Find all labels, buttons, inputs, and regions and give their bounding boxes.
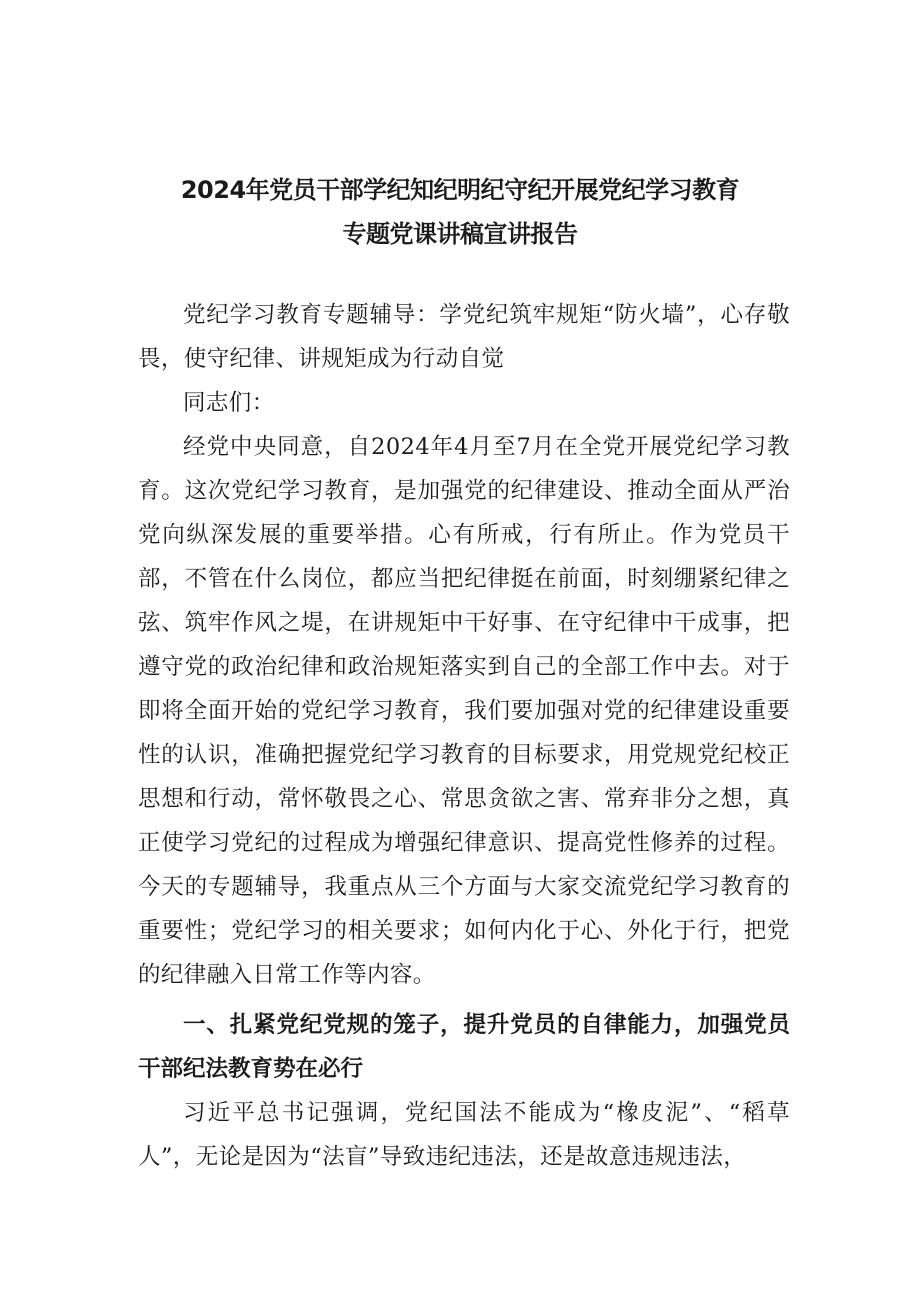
intro-paragraph: 经党中央同意，自2024年4月至7月在全党开展党纪学习教育。这次党纪学习教育，是加强党的纪律建设、推动全面从严治党向纵深发展的重要举措。心有所戒，行有所止。作为党员干部，不管在什么岗位，都应当把纪律挺在前面，时刻绷紧纪律之弦、筑牢作风之堤，在讲规矩中干好事、在守纪律中干成事，把遵守党的政治纪律和政治规矩落实到自己的全部工作中去。对于即将全面开始的党纪学习教育，我们要加强对党的纪律建设重要性的认识，准确把握党纪学习教育的目标要求，用党规党纪校正思想和行动，常怀敬畏之心、常思贪欲之害、常弃非分之想，真正使学习党纪的过程成为增强纪律意识、提高党性修养的过程。今天的专题辅导，我重点从三个方面与大家交流党纪学习教育的重要性；党纪学习的相关要求；如何内化于心、外化于行，把党的纪律融入日常工作等内容。 [138,434,790,988]
title-line-1: 2024年党员干部学纪知纪明纪守纪开展党纪学习教育 [180,176,740,204]
document-body [138,293,790,1179]
salutation: 同志们： [183,390,275,416]
section1-paragraph: 习近平总书记强调，党纪国法不能成为“橡皮泥”、“稻草人”，无论是因为“法盲”导致违纪违法，还是故意违规违法， [138,1100,790,1170]
title-line-2: 专题党课讲稿宣讲报告 [342,220,578,248]
subtitle-paragraph: 党纪学习教育专题辅导：学党纪筑牢规矩“防火墙”，心存敬畏，使守纪律、讲规矩成为行动自觉 [138,302,790,372]
section-heading-1: 一、扎紧党纪党规的笼子，提升党员的自律能力，加强党员干部纪法教育势在必行 [138,1012,790,1082]
document-title [0,168,920,256]
